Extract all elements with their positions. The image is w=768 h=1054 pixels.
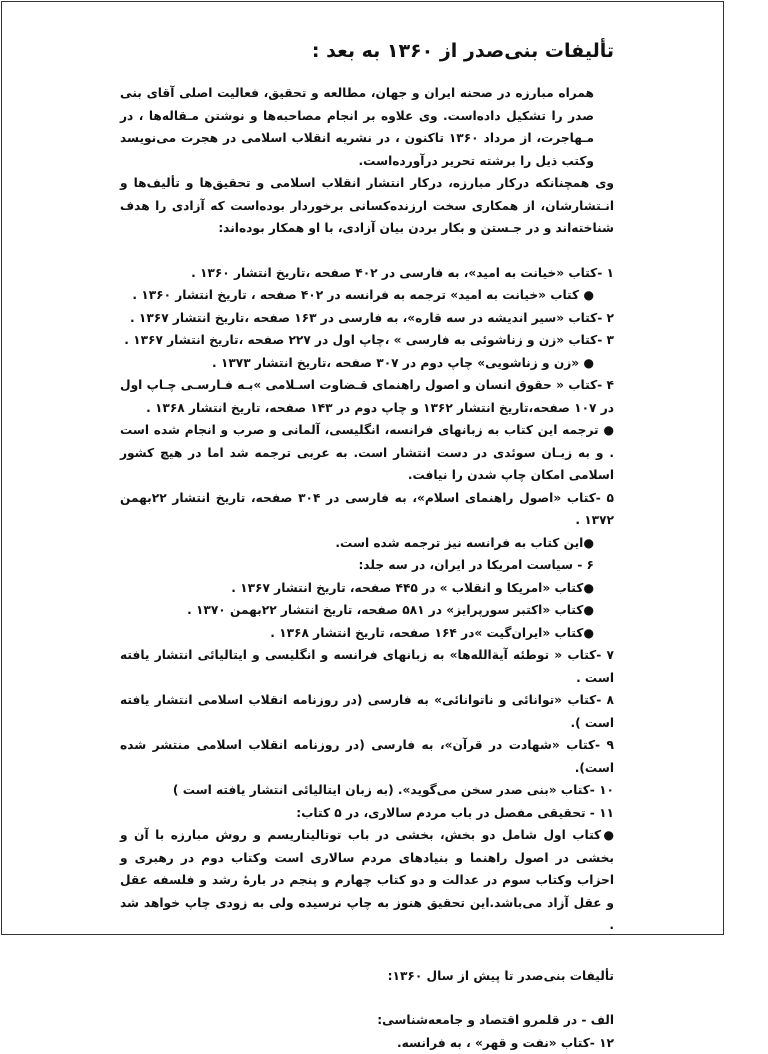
list-item: ۸ -کتاب «توانائی و ناتوانائی» به فارسی (در روزنامه انقلاب اسلامی انتشار یافته است ). [120,689,614,734]
intro-paragraph-2: وی همچنانکه درکار مبارزه، درکار انتشار انقلاب اسلامی و تحقیق‌ها و تألیف‌ها و انـتشارشان، از همکاری سخت ارزنده‌کسانی برخوردار بوده‌است که آزادی را هدف شناخته‌اند و در جـستن و بکار بردن بیان آزادی، با او همکار بوده‌اند: [120,172,614,240]
list-item: ۷ -کتاب « توطئه آیةالله‌ها» به زبانهای فرانسه و انگلیسی و ایتالیائی انتشار یافته است . [120,644,614,689]
list-item: ۱ -کتاب «خیانت به امید»، به فارسی در ۴۰۲ صفحه ،تاریخ انتشار ۱۳۶۰ . [120,262,614,285]
list-item: ● «زن و زناشویی» چاپ دوم در ۳۰۷ صفحه ،تاریخ انتشار ۱۳۷۳ . [120,352,614,375]
section-heading-before-1360: تألیفات بنی‌صدر تا پیش از سال ۱۳۶۰: [120,965,614,988]
list-item: ۱۱ - تحقیقی مفصل در باب مردم سالاری، در ۵ کتاب: [120,802,614,825]
spacer [120,240,614,262]
list-item: ●کتاب اول شامل دو بخش، بخشی در باب توتالیتاریسم و روش مبارزه با آن و بخشی در اصول راهنما و بنیادهای مردم سالاری است وکتاب دوم در رهبری و احزاب وکتاب سوم در عدالت و دو کتاب چهارم و پنجم در بارهٔ رشد و فلسفه عقل و عقل آزاد می‌باشد.این تحقیق هنوز به چاپ نرسیده ولی به زودی چاپ خواهد شد . [120,824,614,937]
spacer [120,987,614,1009]
list-item: ● کتاب «خیانت به امید» ترجمه به فرانسه در ۴۰۲ صفحه ، تاریخ انتشار ۱۳۶۰ . [120,284,614,307]
document-content [120,40,614,1054]
list-item: ۹ -کتاب «شهادت در قرآن»، به فارسی (در روزنامه انقلاب اسلامی منتشر شده است). [120,734,614,779]
list-item: ●کتاب «امریکا و انقلاب » در ۴۴۵ صفحه، تاریخ انتشار ۱۳۶۷ . [120,577,614,600]
list-item: ●کتاب «ایران‌گیت »در ۱۶۴ صفحه، تاریخ انتشار ۱۳۶۸ . [120,622,614,645]
list-item: ۵ -کتاب «اصول راهنمای اسلام»، به فارسی در ۳۰۴ صفحه، تاریخ انتشار ۲۲بهمن ۱۳۷۲ . [120,487,614,532]
intro-paragraph-1: همراه مبارزه در صحنه ایران و جهان، مطالعه و تحقیق، فعالیت اصلی آقای بنی صدر را تشکیل داده‌است. وی علاوه بر انجام مصاحبه‌ها و نوشتن مـقاله‌ها ، در مـهاجرت، از مرداد ۱۳۶۰ تاکنون ، در نشریه انقلاب اسلامی در هجرت می‌نویسد وکتب ذیل را برشته تحریر درآورده‌است. [120,82,614,172]
list-item: ۲ -کتاب «سیر اندیشه در سه قاره»، به فارسی در ۱۶۳ صفحه ،تاریخ انتشار ۱۳۶۷ . [120,307,614,330]
list-item: ۴ -کتاب « حقوق انسان و اصول راهنمای قـضاوت اسـلامی »بـه فـارسـی چـاپ اول در ۱۰۷ صفحه،تاریخ انتشار ۱۳۶۲ و چاپ دوم در ۱۴۳ صفحه، تاریخ انتشار ۱۳۶۸ . [120,374,614,419]
list-item: ۶ - سیاست امریکا در ایران، در سه جلد: [120,554,614,577]
list-item: ۱۰ -کتاب «بنی صدر سخن می‌گوید». (به زبان ایتالیائی انتشار یافته است ) [120,779,614,802]
list-item: ●کتاب «اکتبر سورپرایز» در ۵۸۱ صفحه، تاریخ انتشار ۲۲بهمن ۱۳۷۰ . [120,599,614,622]
works-list [120,262,614,937]
list-item-12: ۱۲ -کتاب «نفت و قهر» ، به فرانسه. [120,1032,614,1054]
list-item: ●این کتاب به فرانسه نیز ترجمه شده است. [120,532,614,555]
list-item: ۳ -کتاب «زن و زناشوئی به فارسی » ،چاپ اول در ۲۲۷ صفحه ،تاریخ انتشار ۱۳۶۷ . [120,329,614,352]
list-item: ● ترجمه این کتاب به زبانهای فرانسه، انگلیسی، آلمانی و صرب و انجام شده است . و به زبـان سوئدی در دست انتشار است. به عربی ترجمه شد اما در هیچ کشور اسلامی امکان چاپ شدن را نیافت. [120,419,614,487]
spacer [120,937,614,965]
section-heading-alef: الف - در قلمرو اقتصاد و جامعه‌شناسی: [120,1009,614,1032]
document-page [1,1,724,935]
page-title: تألیفات بنی‌صدر از ۱۳۶۰ به بعد : [120,40,614,62]
